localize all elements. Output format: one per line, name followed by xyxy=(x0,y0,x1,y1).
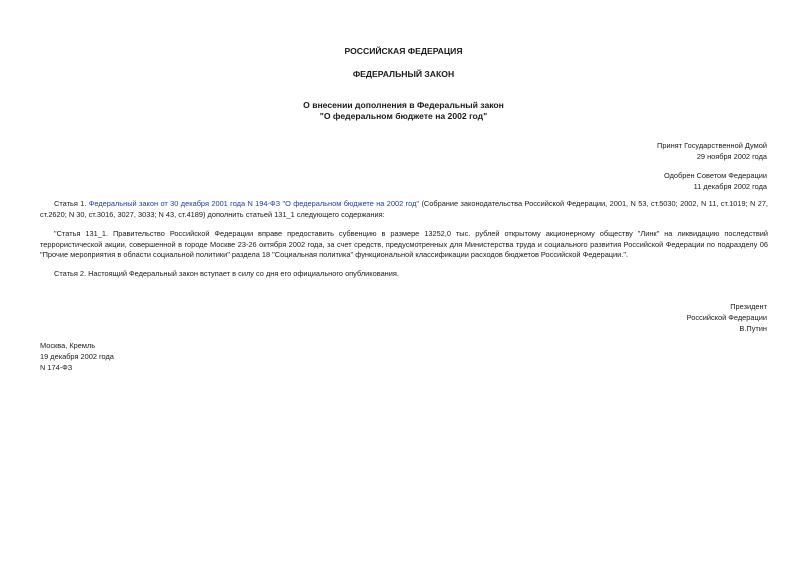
signature-country: Российской Федерации xyxy=(686,313,767,322)
document-type-heading: ФЕДЕРАЛЬНЫЙ ЗАКОН xyxy=(352,69,455,79)
document-title xyxy=(0,100,807,122)
title-line-1: О внесении дополнения в Федеральный закон xyxy=(303,100,504,110)
country-heading: РОССИЙСКАЯ ФЕДЕРАЦИЯ xyxy=(344,46,463,56)
place-city: Москва, Кремль xyxy=(40,341,96,350)
law-number: N 174-ФЗ xyxy=(40,363,73,372)
place-and-date xyxy=(40,340,114,373)
title-line-2: "О федеральном бюджете на 2002 год" xyxy=(319,111,488,121)
signature-name: В.Путин xyxy=(739,324,767,333)
council-approval xyxy=(664,171,767,192)
signature-block xyxy=(687,301,767,334)
article-131-1-paragraph: "Статья 131_1. Правительство Российской Федерации вправе предоставить субвенцию в размере 13252,0 тыс. рублей открытому акционерному обществу "Линк" на ликвидацию последствий террористической акции, совершенной в городе Москве 23-26 октября 2002 года, за счет средств, предусмотренных для Министерства труда и социального развития Российской Федерации по подразделу 06 "Прочие мероприятия в области социальной политики" раздела 18 "Социальная политика" функциональной классификации расходов бюджетов Российской Федерации.". xyxy=(40,229,768,259)
duma-adoption xyxy=(657,141,767,162)
article-1-paragraph xyxy=(40,199,768,220)
duma-date: 29 ноября 2002 года xyxy=(696,151,767,161)
article-1-prefix: Статья 1. xyxy=(54,199,89,208)
duma-label: Принят Государственной Думой xyxy=(657,141,767,150)
law-reference-link[interactable]: Федеральный закон от 30 декабря 2001 года N 194-ФЗ "О федеральном бюджете на 2002 год" xyxy=(88,199,420,208)
council-label: Одобрен Советом Федерации xyxy=(664,171,767,180)
council-date: 11 декабря 2002 года xyxy=(693,181,767,191)
place-date: 19 декабря 2002 года xyxy=(40,352,114,361)
signature-title: Президент xyxy=(730,302,767,311)
article-1-suffix: (Собрание законодательства Российской Федерации, 2001, N 53, ст.5030; 2002, N 11, ст.1019; N 27, ст.2620; N 30, ст.3016, 3027, 3033; N 43, ст.4189) дополнить статьей 131_1 следующего содержания: xyxy=(40,199,768,219)
article-2-paragraph: Статья 2. Настоящий Федеральный закон вступает в силу со дня его официального опубликования. xyxy=(54,269,399,278)
